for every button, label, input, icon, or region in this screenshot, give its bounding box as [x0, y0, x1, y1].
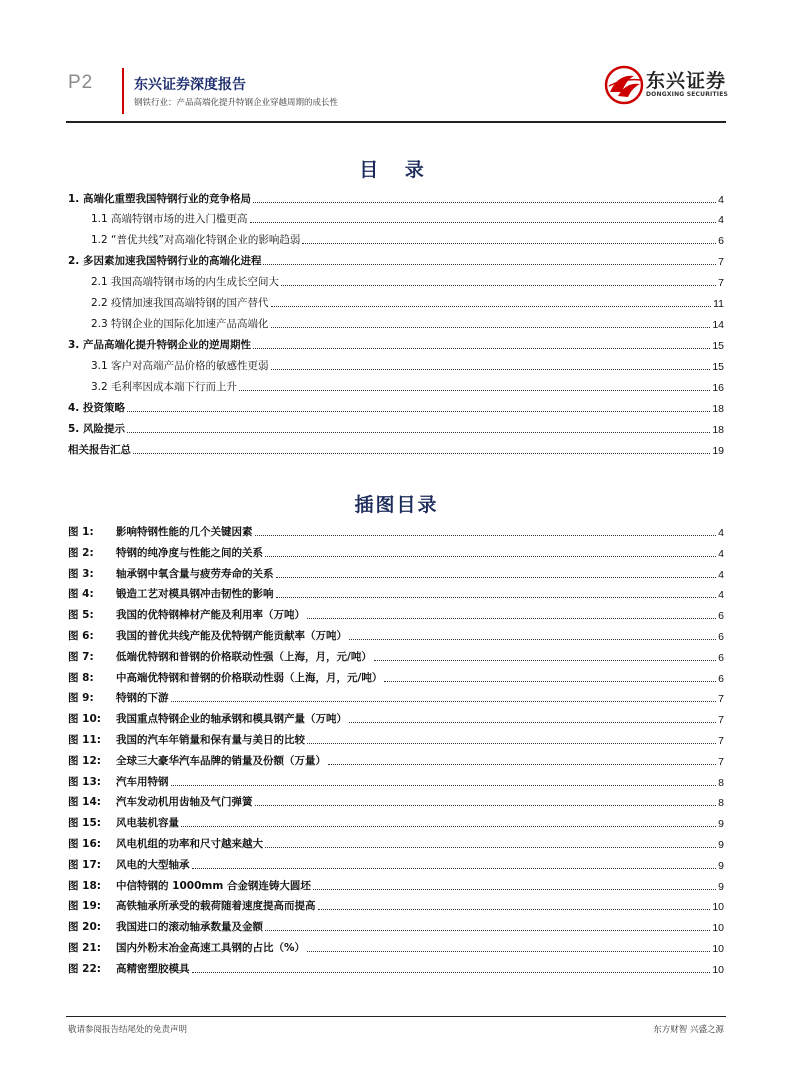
- dot-leader: [349, 638, 716, 640]
- figure-entry-page: 10: [712, 922, 724, 935]
- toc-entry-label: 2.3 特钢企业的国际化加速产品高端化: [91, 318, 269, 330]
- figure-number: 图 16:: [68, 838, 101, 850]
- figure-number: 图 15:: [68, 817, 101, 830]
- dot-leader: [271, 305, 712, 307]
- figure-caption: 轴承钢中氧含量与疲劳寿命的关系: [116, 567, 274, 580]
- toc-entry[interactable]: [68, 357, 724, 373]
- dot-leader: [253, 201, 716, 203]
- figure-entry-label: [68, 794, 253, 809]
- figure-entry[interactable]: [68, 689, 724, 705]
- figure-caption: 高铁轴承所承受的载荷随着速度提高而提高: [116, 900, 316, 913]
- dot-leader: [328, 763, 716, 765]
- figure-entry-label: [68, 628, 347, 643]
- toc-entry[interactable]: [68, 399, 724, 415]
- figure-entry-page: 4: [718, 527, 724, 539]
- dot-leader: [271, 368, 711, 370]
- figure-number: 图 7:: [68, 650, 94, 663]
- figure-entry[interactable]: [68, 710, 724, 726]
- figure-entry-page: 4: [718, 568, 724, 581]
- figure-entry-label: [68, 919, 263, 934]
- toc-entry[interactable]: [68, 378, 724, 394]
- figure-entry-page: 7: [718, 714, 724, 727]
- figure-entry-label: [68, 670, 382, 685]
- dot-leader: [192, 971, 711, 973]
- dot-leader: [192, 867, 717, 869]
- figure-caption: 特钢的下游: [116, 692, 169, 705]
- figure-caption: 国内外粉末冶金高速工具钢的占比（%）: [116, 942, 306, 954]
- figure-caption: 中高端优特钢和普钢的价格联动性弱（上海，月，元/吨）: [116, 671, 383, 684]
- figure-entry-label: [68, 690, 169, 705]
- figure-caption: 我国进口的滚动轴承数量及金额: [116, 921, 263, 934]
- figure-number: 图 13:: [68, 775, 101, 788]
- figure-number: 图 5:: [68, 609, 94, 622]
- dot-leader: [307, 617, 716, 619]
- figure-entry[interactable]: [68, 814, 724, 830]
- dot-leader: [265, 555, 716, 557]
- header-accent-bar: [122, 68, 124, 114]
- toc-entry-label: 4. 投资策略: [68, 402, 125, 414]
- figure-number: 图 18:: [68, 879, 101, 892]
- figure-entry[interactable]: [68, 835, 724, 851]
- figure-entry-page: 9: [718, 839, 724, 851]
- toc-entry-label: 1.2 “普优共线”对高端化特钢企业的影响趋弱: [91, 234, 301, 246]
- figure-caption: 低端优特钢和普钢的价格联动性强（上海，月，元/吨）: [116, 650, 372, 663]
- dot-leader: [384, 680, 716, 682]
- figure-entry[interactable]: [68, 565, 724, 581]
- figure-entry-page: 10: [712, 963, 724, 976]
- dot-leader: [255, 804, 717, 806]
- figure-number: 图 8:: [68, 671, 94, 684]
- dot-leader: [281, 284, 716, 286]
- figure-entry-label: [68, 649, 372, 664]
- figure-caption: 汽车发动机用齿轴及气门弹簧: [116, 796, 253, 809]
- figure-entry-page: 10: [712, 943, 724, 955]
- dot-leader: [133, 452, 710, 454]
- figure-number: 图 11:: [68, 734, 101, 746]
- figure-entry[interactable]: [68, 648, 724, 664]
- figure-caption: 汽车用特钢: [116, 775, 169, 788]
- page-number: P2: [68, 72, 94, 93]
- dot-leader: [302, 242, 716, 244]
- figure-number: 图 14:: [68, 796, 101, 809]
- figure-number: 图 12:: [68, 754, 101, 767]
- dot-leader: [171, 784, 717, 786]
- dot-leader: [250, 221, 717, 223]
- dot-leader: [318, 908, 711, 910]
- figure-number: 图 10:: [68, 713, 101, 726]
- figure-caption: 我国的汽车年销量和保有量与美日的比较: [116, 734, 305, 746]
- report-subtitle: 钢铁行业：产品高端化提升特钢企业穿越周期的成长性: [134, 98, 339, 108]
- toc-entry[interactable]: [68, 190, 724, 206]
- figure-entry-label: [68, 836, 263, 851]
- toc-entry[interactable]: [68, 273, 724, 289]
- figure-caption: 特钢的纯净度与性能之间的关系: [116, 546, 263, 559]
- dot-leader: [255, 534, 717, 536]
- toc-title: 目 录: [359, 159, 434, 181]
- toc-entry-page: 18: [712, 424, 724, 436]
- dot-leader: [271, 326, 711, 328]
- dot-leader: [127, 431, 710, 433]
- figure-entry-page: 9: [718, 818, 724, 831]
- figure-entry[interactable]: [68, 793, 724, 809]
- toc-entry-label: 3.1 客户对高端产品价格的敏感性更弱: [91, 360, 269, 372]
- figure-entry-page: 9: [718, 859, 724, 872]
- toc-entry-label: 2. 多因素加速我国特钢行业的高端化进程: [68, 255, 262, 267]
- dot-leader: [276, 576, 717, 578]
- toc-entry-page: 6: [718, 235, 724, 247]
- figure-number: 图 4:: [68, 588, 94, 601]
- figure-caption: 高精密塑胶模具: [116, 962, 190, 975]
- toc-entry-page: 15: [712, 340, 724, 352]
- dot-leader: [307, 950, 710, 952]
- toc-entry-label: 2.1 我国高端特钢市场的内生成长空间大: [91, 276, 280, 288]
- figure-entry[interactable]: [68, 773, 724, 789]
- toc-entry[interactable]: [68, 231, 724, 247]
- toc-entry[interactable]: [68, 441, 724, 457]
- figure-number: 图 20:: [68, 921, 101, 934]
- figure-entry-page: 8: [718, 776, 724, 789]
- dot-leader: [307, 742, 716, 744]
- dot-leader: [171, 700, 717, 702]
- toc-entry-page: 11: [713, 298, 724, 310]
- figure-number: 图 19:: [68, 900, 101, 913]
- figure-entry-page: 6: [718, 672, 724, 685]
- toc-entry[interactable]: [68, 420, 724, 436]
- figure-entry[interactable]: [68, 856, 724, 872]
- figure-entry-label: [68, 586, 274, 601]
- figure-caption: 中信特钢的 1000mm 合金钢连铸大圆坯: [116, 879, 311, 892]
- toc-entry[interactable]: [68, 294, 724, 310]
- figure-entry-page: 9: [718, 880, 724, 893]
- dot-leader: [239, 389, 710, 391]
- toc-entry-label: 3. 产品高端化提升特钢企业的逆周期性: [68, 339, 251, 351]
- figure-entry-label: [68, 878, 311, 893]
- figure-entry[interactable]: [68, 897, 724, 913]
- figure-entry[interactable]: [68, 877, 724, 893]
- toc-entry[interactable]: [68, 336, 724, 352]
- toc-entry-page: 14: [712, 319, 724, 331]
- figure-caption: 风电装机容量: [116, 817, 179, 830]
- toc-entry-page: 15: [712, 361, 724, 373]
- figure-entry-label: [68, 961, 190, 976]
- figure-number: 图 6:: [68, 630, 94, 642]
- figure-entry-page: 6: [718, 631, 724, 643]
- dot-leader: [265, 846, 716, 848]
- figure-entry[interactable]: [68, 731, 724, 747]
- figure-entry[interactable]: [68, 544, 724, 560]
- report-title: 东兴证券深度报告: [134, 77, 246, 93]
- toc-entry-page: 4: [718, 194, 724, 206]
- toc-entry-label: 5. 风险提示: [68, 423, 125, 435]
- figure-entry-label: [68, 774, 169, 789]
- figure-caption: 全球三大豪华汽车品牌的销量及份额（万量）: [116, 754, 326, 767]
- figure-caption: 锻造工艺对模具钢冲击韧性的影响: [116, 588, 274, 601]
- toc-entry-page: 19: [712, 445, 724, 457]
- logo-chinese-name: 东兴证券: [646, 70, 727, 92]
- toc-entry-label: 2.2 疫情加速我国高端特钢的国产替代: [91, 297, 269, 309]
- toc-entry-label: 3.2 毛利率因成本端下行而上升: [91, 381, 238, 393]
- figure-number: 图 1:: [68, 526, 94, 538]
- figure-number: 图 17:: [68, 858, 101, 871]
- header-divider: [66, 121, 726, 123]
- logo-english-name: DONGXING SECURITIES: [646, 91, 729, 98]
- figure-entry[interactable]: [68, 585, 724, 601]
- figure-entry[interactable]: [68, 523, 724, 539]
- figure-caption: 风电的大型轴承: [116, 858, 190, 871]
- figure-entry[interactable]: [68, 918, 724, 934]
- footer-slogan: 东方财智 兴盛之源: [653, 1025, 724, 1035]
- dot-leader: [276, 596, 717, 598]
- figure-entry-label: [68, 753, 326, 768]
- figure-caption: 我国的优特钢棒材产能及利用率（万吨）: [116, 609, 305, 622]
- figure-number: 图 21:: [68, 942, 101, 954]
- dot-leader: [374, 659, 716, 661]
- figure-entry[interactable]: [68, 669, 724, 685]
- figure-entry-page: 6: [718, 651, 724, 664]
- toc-entry-page: 16: [712, 382, 724, 394]
- figure-entry-label: [68, 732, 305, 747]
- figure-caption: 我国的普优共线产能及优特钢产能贡献率（万吨）: [116, 630, 347, 642]
- toc-entry-label: 1.1 高端特钢市场的进入门槛更高: [91, 213, 248, 225]
- figure-caption: 影响特钢性能的几个关键因素: [116, 526, 253, 538]
- toc-entry-page: 7: [718, 277, 724, 289]
- figure-entry-page: 8: [718, 797, 724, 810]
- figure-entry-page: 7: [718, 693, 724, 706]
- figure-entry-label: [68, 545, 263, 560]
- footer-divider: [66, 1016, 726, 1017]
- figure-entry-label: [68, 815, 179, 830]
- toc-entry[interactable]: [68, 315, 724, 331]
- figure-entry[interactable]: [68, 960, 724, 976]
- figure-number: 图 22:: [68, 962, 101, 975]
- figure-number: 图 9:: [68, 692, 94, 705]
- dot-leader: [349, 721, 716, 723]
- figure-entry-label: [68, 711, 347, 726]
- figure-entry-label: [68, 524, 253, 539]
- figure-entry-label: [68, 857, 190, 872]
- figure-entry-label: [68, 607, 305, 622]
- dot-leader: [253, 347, 710, 349]
- figure-entry-page: 7: [718, 755, 724, 768]
- figure-entry-label: [68, 898, 316, 913]
- figure-entry-page: 10: [712, 901, 724, 914]
- figure-number: 图 2:: [68, 546, 94, 559]
- toc-entry[interactable]: [68, 210, 724, 226]
- figure-entry-label: [68, 566, 274, 581]
- toc-entry-label: 相关报告汇总: [68, 444, 131, 456]
- toc-entry-page: 7: [718, 256, 724, 268]
- figure-entry-label: [68, 940, 305, 955]
- dot-leader: [265, 929, 710, 931]
- figure-entry[interactable]: [68, 752, 724, 768]
- dot-leader: [127, 410, 710, 412]
- figure-entry[interactable]: [68, 627, 724, 643]
- dot-leader: [263, 263, 716, 265]
- figure-entry-page: 6: [718, 610, 724, 623]
- figure-entry[interactable]: [68, 606, 724, 622]
- page-header: [0, 0, 793, 125]
- footer-disclaimer: 敬请参阅报告结尾处的免责声明: [68, 1025, 188, 1035]
- toc-entry-page: 18: [712, 403, 724, 415]
- figures-title: 插图目录: [354, 494, 439, 516]
- toc-entry[interactable]: [68, 252, 724, 268]
- dot-leader: [181, 825, 716, 827]
- figure-entry-page: 4: [718, 547, 724, 560]
- figure-caption: 风电机组的功率和尺寸越来越大: [116, 838, 263, 850]
- toc-entry-page: 4: [718, 214, 724, 226]
- figure-entry-page: 7: [718, 735, 724, 747]
- figure-number: 图 3:: [68, 567, 94, 580]
- figure-entry[interactable]: [68, 939, 724, 955]
- toc-entry-label: 1. 高端化重塑我国特钢行业的竞争格局: [68, 193, 251, 205]
- figure-caption: 我国重点特钢企业的轴承钢和模具钢产量（万吨）: [116, 713, 347, 726]
- dot-leader: [313, 888, 716, 890]
- figure-entry-page: 4: [718, 589, 724, 602]
